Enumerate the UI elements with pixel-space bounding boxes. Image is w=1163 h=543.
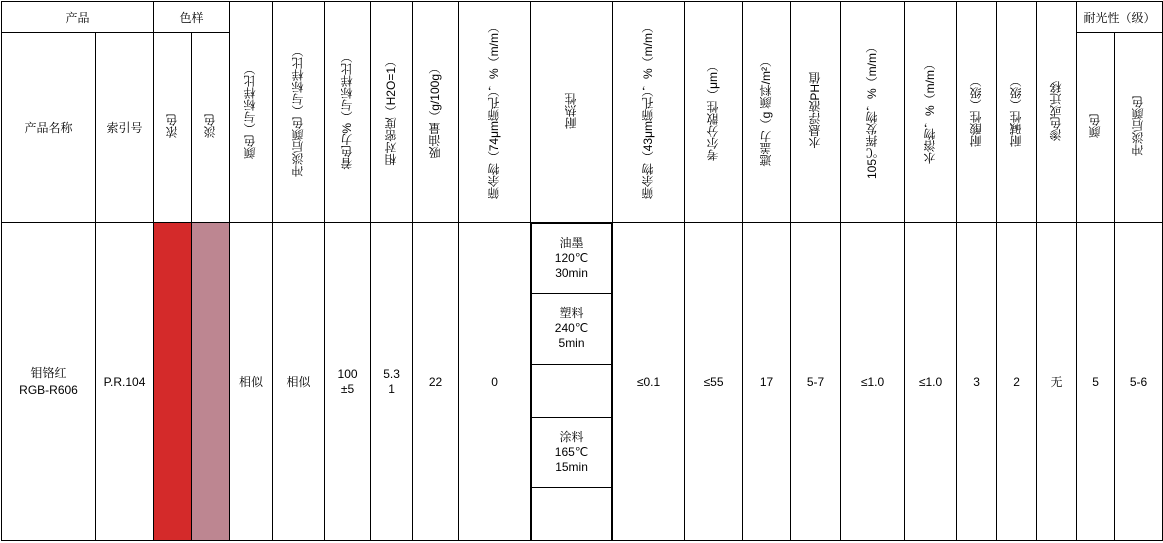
header-index-no: 索引号 bbox=[96, 33, 154, 223]
heat-coating-line-1: 涂料 bbox=[559, 429, 584, 444]
header-tint-strength-label: 着色力%（与标样比） bbox=[339, 51, 354, 170]
heat-ink-line-3: 30min bbox=[555, 266, 588, 281]
header-lightfast-color bbox=[1077, 33, 1115, 223]
cell-lightfast-color: 5 bbox=[1077, 223, 1115, 541]
cell-index-no: P.R.104 bbox=[96, 223, 154, 541]
header-light-color-label: 淡色 bbox=[202, 114, 217, 138]
header-lightfast-after-dilute bbox=[1115, 33, 1163, 223]
heat-plastic-line-2: 240℃ bbox=[554, 321, 589, 336]
tint-strength-line-1: 100 bbox=[337, 366, 358, 381]
table-row bbox=[2, 223, 1163, 541]
cell-volatile: ≤1.0 bbox=[841, 223, 905, 541]
cell-tint-strength bbox=[325, 223, 371, 541]
heat-ink-cell bbox=[532, 224, 612, 294]
cell-residue-43: ≤0.1 bbox=[613, 223, 685, 541]
cell-dispersibility: ≤55 bbox=[685, 223, 743, 541]
cell-bleeding: 无 bbox=[1037, 223, 1077, 541]
header-after-dilute bbox=[273, 2, 325, 223]
header-dense-color bbox=[154, 33, 192, 223]
cell-dense-color-swatch bbox=[154, 223, 192, 541]
product-name-line-2: RGB-R606 bbox=[19, 382, 78, 397]
header-water-soluble bbox=[905, 2, 957, 223]
heat-spacer-row bbox=[532, 364, 612, 417]
header-heat-resistance bbox=[531, 2, 613, 223]
heat-spacer-cell bbox=[532, 364, 612, 417]
heat-plastic-cell bbox=[532, 294, 612, 364]
header-heat-resistance-label: 耐热性 bbox=[563, 92, 578, 129]
header-alkali-resistance-label: 耐碱性（级） bbox=[1008, 74, 1023, 147]
header-shade bbox=[230, 2, 273, 223]
heat-ink-row bbox=[532, 224, 612, 294]
header-hiding-power bbox=[743, 2, 791, 223]
header-bleeding bbox=[1037, 2, 1077, 223]
heat-plastic-line-3: 5min bbox=[558, 336, 585, 351]
header-bleeding-label: 渗色或迁移 bbox=[1048, 80, 1063, 141]
cell-heat-resistance bbox=[531, 223, 613, 541]
header-after-dilute-label: 冲淡后颜色（与标样比） bbox=[290, 44, 305, 177]
cell-oil-absorption: 22 bbox=[413, 223, 459, 541]
header-relative-density bbox=[371, 2, 413, 223]
heat-coating-row bbox=[532, 417, 612, 487]
header-hiding-power-label: 遮盖力（g 颜料/m²） bbox=[758, 54, 773, 167]
heat-coating-cell bbox=[532, 417, 612, 487]
header-dense-color-label: 浓色 bbox=[164, 114, 179, 138]
header-volatile-label: 105℃挥发物，%（m/m） bbox=[864, 41, 879, 180]
header-ph bbox=[791, 2, 841, 223]
cell-after-dilute: 相似 bbox=[273, 223, 325, 541]
heat-coating-line-2: 165℃ bbox=[554, 444, 589, 459]
cell-acid-resistance: 3 bbox=[957, 223, 997, 541]
header-lightfast-color-label: 颜色 bbox=[1087, 114, 1102, 138]
cell-light-color-swatch bbox=[192, 223, 230, 541]
header-residue-43-label: 筛余物（43μm筛孔），%（m/m） bbox=[640, 21, 655, 200]
cell-water-soluble: ≤1.0 bbox=[905, 223, 957, 541]
pigment-spec-table bbox=[1, 1, 1163, 541]
header-group-color-sample: 色样 bbox=[154, 2, 230, 33]
header-acid-resistance-label: 耐酸性（级） bbox=[968, 74, 983, 147]
header-acid-resistance bbox=[957, 2, 997, 223]
header-oil-absorption-label: 吸油量（g/100g） bbox=[427, 62, 442, 159]
heat-resistance-subtable bbox=[531, 223, 612, 540]
header-ph-label: 水悬浮液PH值 bbox=[807, 72, 822, 149]
cell-ph: 5-7 bbox=[791, 223, 841, 541]
header-group-product: 产品 bbox=[2, 2, 154, 33]
relative-density-line-1: 5.3 bbox=[383, 366, 400, 381]
cell-lightfast-after-dilute: 5-6 bbox=[1115, 223, 1163, 541]
heat-plastic-line-1: 塑料 bbox=[559, 306, 584, 321]
header-volatile bbox=[841, 2, 905, 223]
header-row-groups bbox=[2, 2, 1163, 33]
header-alkali-resistance bbox=[997, 2, 1037, 223]
cell-alkali-resistance: 2 bbox=[997, 223, 1037, 541]
header-lightfast-after-dilute-label: 冲淡后颜色 bbox=[1130, 96, 1145, 156]
header-residue-74 bbox=[459, 2, 531, 223]
heat-plastic-row bbox=[532, 294, 612, 364]
heat-ink-line-2: 120℃ bbox=[554, 251, 589, 266]
header-light-color bbox=[192, 33, 230, 223]
header-residue-43 bbox=[613, 2, 685, 223]
header-oil-absorption bbox=[413, 2, 459, 223]
cell-hiding-power: 17 bbox=[743, 223, 791, 541]
header-water-soluble-label: 水溶物，%（m/m） bbox=[922, 57, 937, 164]
heat-coating-line-3: 15min bbox=[555, 459, 588, 474]
header-shade-label: 颜色（与标样比） bbox=[243, 62, 258, 159]
spec-sheet bbox=[0, 1, 1156, 543]
cell-residue-74: 0 bbox=[459, 223, 531, 541]
heat-ink-line-1: 油墨 bbox=[559, 236, 584, 251]
relative-density-line-2: 1 bbox=[388, 381, 395, 396]
header-dispersibility-label: 考尔分散性（μm） bbox=[705, 60, 720, 161]
header-dispersibility bbox=[685, 2, 743, 223]
cell-shade: 相似 bbox=[230, 223, 273, 541]
header-residue-74-label: 筛余物（74μm筛孔），%（m/m） bbox=[486, 21, 501, 200]
header-relative-density-label: 相对密度（H2O=1） bbox=[383, 55, 398, 166]
cell-product-name bbox=[2, 223, 96, 541]
heat-bottom-spacer-cell bbox=[532, 488, 612, 541]
header-product-name: 产品名称 bbox=[2, 33, 96, 223]
tint-strength-line-2: ±5 bbox=[340, 381, 355, 396]
cell-relative-density bbox=[371, 223, 413, 541]
header-group-lightfastness: 耐光性（级） bbox=[1077, 2, 1163, 33]
header-tint-strength bbox=[325, 2, 371, 223]
product-name-line-1: 钼铬红 bbox=[30, 365, 67, 380]
heat-bottom-spacer-row bbox=[532, 488, 612, 541]
